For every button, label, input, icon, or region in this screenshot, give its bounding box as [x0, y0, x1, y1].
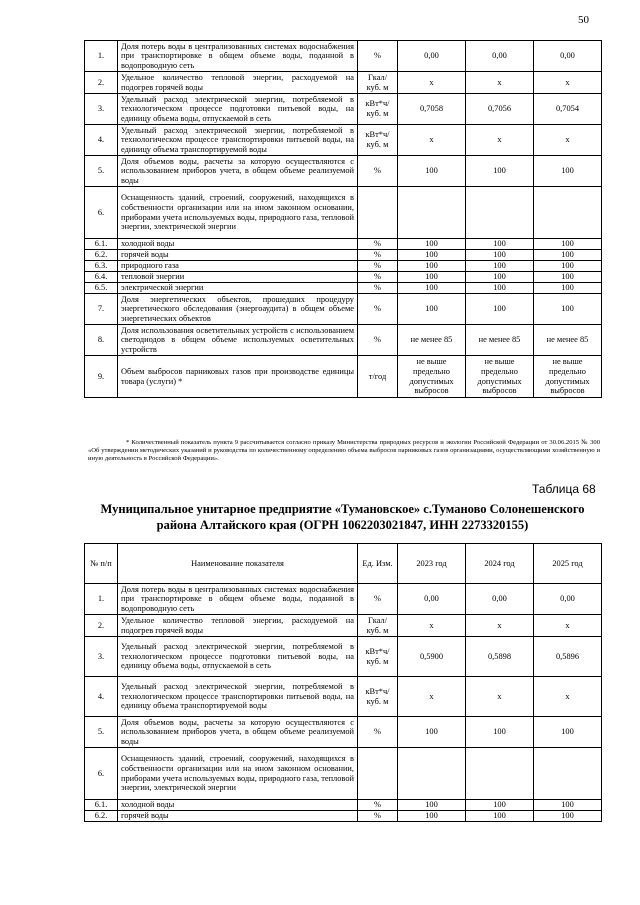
value-cell: х: [534, 677, 602, 717]
organization-title: Муниципальное унитарное предприятие «Тумановское» с.Туманово Солонешенского района Алтайского края (ОГРН 1062203021847, ИНН 2273320155): [100, 502, 585, 532]
value-cell: 100: [398, 717, 466, 748]
unit-cell: %: [358, 250, 398, 261]
row-number: 2.: [85, 615, 118, 637]
value-cell: 0,5896: [534, 637, 602, 677]
value-cell: 100: [534, 272, 602, 283]
row-number: 6.2.: [85, 250, 118, 261]
row-number: 6.2.: [85, 811, 118, 822]
row-number: 1.: [85, 584, 118, 615]
value-cell: 0,7058: [398, 94, 466, 125]
table-row: [85, 800, 602, 811]
indicator-name: Доля потерь воды в централизованных системах водоснабжения при транспортировке в общем объеме воды, поданной в водопроводную сеть: [118, 41, 358, 72]
unit-cell: кВт*ч/ куб. м: [358, 125, 398, 156]
value-cell: 100: [466, 272, 534, 283]
header-name: Наименование показателя: [118, 544, 358, 584]
unit-cell: %: [358, 239, 398, 250]
table-row: [85, 272, 602, 283]
table-row: [85, 41, 602, 72]
unit-cell: кВт*ч/ куб. м: [358, 637, 398, 677]
indicator-name: тепловой энергии: [118, 272, 358, 283]
value-cell: [534, 748, 602, 800]
header-2025: 2025 год: [534, 544, 602, 584]
table-row: [85, 156, 602, 187]
row-number: 2.: [85, 72, 118, 94]
value-cell: не выше предельно допустимых выбросов: [398, 356, 466, 398]
unit-cell: Гкал/ куб. м: [358, 615, 398, 637]
value-cell: 100: [534, 261, 602, 272]
table-header-row: [85, 544, 602, 584]
indicator-name: холодной воды: [118, 800, 358, 811]
value-cell: 100: [466, 294, 534, 325]
value-cell: х: [534, 125, 602, 156]
indicator-name: Оснащенность зданий, строений, сооружений, находящихся в собственности организации или на ином законном основании, приборами учета используемых воды, природного газа, тепловой энергии, электрической энергии: [118, 748, 358, 800]
row-number: 8.: [85, 325, 118, 356]
unit-cell: %: [358, 261, 398, 272]
table-row: [85, 239, 602, 250]
unit-cell: %: [358, 41, 398, 72]
value-cell: 100: [398, 261, 466, 272]
value-cell: х: [398, 677, 466, 717]
table-row: [85, 584, 602, 615]
value-cell: х: [398, 72, 466, 94]
header-unit: Ед. Изм.: [358, 544, 398, 584]
value-cell: 100: [398, 294, 466, 325]
value-cell: 100: [534, 239, 602, 250]
table-row: [85, 811, 602, 822]
indicator-name: Объем выбросов парниковых газов при производстве единицы товара (услуги) *: [118, 356, 358, 398]
value-cell: 0,00: [534, 41, 602, 72]
value-cell: не выше предельно допустимых выбросов: [534, 356, 602, 398]
value-cell: 100: [534, 156, 602, 187]
page-number: 50: [578, 14, 589, 26]
value-cell: 100: [466, 717, 534, 748]
indicator-name: Доля потерь воды в централизованных системах водоснабжения при транспортировке в общем объеме воды, поданной в водопроводную сеть: [118, 584, 358, 615]
value-cell: 0,00: [534, 584, 602, 615]
unit-cell: кВт*ч/ куб. м: [358, 94, 398, 125]
value-cell: 100: [466, 811, 534, 822]
unit-cell: %: [358, 294, 398, 325]
value-cell: 100: [398, 272, 466, 283]
unit-cell: [358, 748, 398, 800]
row-number: 5.: [85, 717, 118, 748]
value-cell: 100: [398, 156, 466, 187]
indicators-table-tumanovskoe-body: [85, 584, 602, 822]
value-cell: х: [398, 125, 466, 156]
indicator-name: горячей воды: [118, 811, 358, 822]
value-cell: [466, 748, 534, 800]
unit-cell: %: [358, 584, 398, 615]
unit-cell: %: [358, 156, 398, 187]
indicators-table-top: [84, 40, 602, 398]
value-cell: 100: [534, 800, 602, 811]
value-cell: [398, 187, 466, 239]
row-number: 1.: [85, 41, 118, 72]
value-cell: 0,00: [466, 41, 534, 72]
value-cell: не менее 85: [534, 325, 602, 356]
indicator-name: Доля объемов воды, расчеты за которую осуществляются с использованием приборов учета, в общем объеме реализуемой воды: [118, 156, 358, 187]
row-number: 7.: [85, 294, 118, 325]
indicators-table-tumanovskoe: [84, 543, 602, 822]
unit-cell: %: [358, 283, 398, 294]
value-cell: 0,5900: [398, 637, 466, 677]
unit-cell: %: [358, 800, 398, 811]
value-cell: 100: [398, 250, 466, 261]
row-number: 3.: [85, 94, 118, 125]
value-cell: 100: [534, 717, 602, 748]
table-row: [85, 261, 602, 272]
row-number: 3.: [85, 637, 118, 677]
value-cell: 100: [534, 811, 602, 822]
value-cell: х: [466, 615, 534, 637]
value-cell: 0,5898: [466, 637, 534, 677]
indicator-name: холодной воды: [118, 239, 358, 250]
table-row: [85, 283, 602, 294]
value-cell: 100: [534, 283, 602, 294]
indicator-name: горячей воды: [118, 250, 358, 261]
indicator-name: электрической энергии: [118, 283, 358, 294]
table-row: [85, 294, 602, 325]
table-row: [85, 717, 602, 748]
unit-cell: %: [358, 272, 398, 283]
row-number: 6.: [85, 748, 118, 800]
indicator-name: Доля использования осветительных устройств с использованием светодиодов в общем объеме используемых осветительных устройств: [118, 325, 358, 356]
value-cell: 100: [398, 239, 466, 250]
value-cell: х: [466, 677, 534, 717]
indicator-name: Доля энергетических объектов, прошедших процедуру энергетического обследования (энергоаудита) в общем объеме энергетических объектов: [118, 294, 358, 325]
indicator-name: Удельный расход электрической энергии, потребляемой в технологическом процессе транспортировки питьевой воды, на единицу объема транспортируемой воды: [118, 125, 358, 156]
header-2024: 2024 год: [466, 544, 534, 584]
value-cell: 100: [398, 811, 466, 822]
value-cell: [534, 187, 602, 239]
table-row: [85, 187, 602, 239]
indicator-name: Удельный расход электрической энергии, потребляемой в технологическом процессе подготовки питьевой воды, на единицу объема воды, отпускаемой в сеть: [118, 637, 358, 677]
indicator-name: Оснащенность зданий, строений, сооружений, находящихся в собственности организации или на ином законном основании, приборами учета используемых воды, природного газа, тепловой энергии, электрической энергии: [118, 187, 358, 239]
indicator-name: Удельный расход электрической энергии, потребляемой в технологическом процессе подготовки питьевой воды, на единицу объема воды, отпускаемой в сеть: [118, 94, 358, 125]
value-cell: 100: [466, 261, 534, 272]
unit-cell: Гкал/ куб. м: [358, 72, 398, 94]
table-row: [85, 677, 602, 717]
header-num: № п/п: [85, 544, 118, 584]
value-cell: х: [534, 615, 602, 637]
unit-cell: [358, 187, 398, 239]
value-cell: 0,00: [398, 41, 466, 72]
row-number: 6.1.: [85, 239, 118, 250]
value-cell: не выше предельно допустимых выбросов: [466, 356, 534, 398]
value-cell: х: [398, 615, 466, 637]
value-cell: не менее 85: [466, 325, 534, 356]
indicator-name: природного газа: [118, 261, 358, 272]
row-number: 6.5.: [85, 283, 118, 294]
table-row: [85, 325, 602, 356]
value-cell: 0,00: [466, 584, 534, 615]
row-number: 6.4.: [85, 272, 118, 283]
indicator-name: Удельное количество тепловой энергии, расходуемой на подогрев горячей воды: [118, 615, 358, 637]
value-cell: 0,7054: [534, 94, 602, 125]
unit-cell: %: [358, 325, 398, 356]
header-2023: 2023 год: [398, 544, 466, 584]
row-number: 6.: [85, 187, 118, 239]
table-row: [85, 94, 602, 125]
indicator-name: Доля объемов воды, расчеты за которую осуществляются с использованием приборов учета, в общем объеме реализуемой воды: [118, 717, 358, 748]
value-cell: х: [466, 72, 534, 94]
table-row: [85, 72, 602, 94]
value-cell: 100: [466, 283, 534, 294]
table-row: [85, 748, 602, 800]
value-cell: 100: [466, 800, 534, 811]
table-row: [85, 125, 602, 156]
row-number: 4.: [85, 125, 118, 156]
row-number: 5.: [85, 156, 118, 187]
value-cell: х: [534, 72, 602, 94]
value-cell: 100: [466, 250, 534, 261]
unit-cell: %: [358, 811, 398, 822]
value-cell: 0,7056: [466, 94, 534, 125]
row-number: 4.: [85, 677, 118, 717]
footnote: * Количественный показатель пункта 9 рассчитывается согласно приказу Министерства природных ресурсов и экологии Российской Федерации от 30.06.2015 № 300 «Об утверждении методических указаний и руководства по количественному определению объема выбросов парниковых газов организациями, осуществляющими хозяйственную и иную деятельность в Российской Федерации».: [88, 439, 600, 463]
row-number: 6.1.: [85, 800, 118, 811]
value-cell: 100: [398, 283, 466, 294]
table-label: Таблица 68: [532, 482, 596, 496]
unit-cell: кВт*ч/ куб. м: [358, 677, 398, 717]
table-row: [85, 637, 602, 677]
table-row: [85, 615, 602, 637]
table-row: [85, 250, 602, 261]
value-cell: 100: [466, 156, 534, 187]
row-number: 6.3.: [85, 261, 118, 272]
table-row: [85, 356, 602, 398]
value-cell: [398, 748, 466, 800]
unit-cell: т/год: [358, 356, 398, 398]
indicators-table-top-body: [85, 41, 602, 398]
value-cell: х: [466, 125, 534, 156]
value-cell: 100: [398, 800, 466, 811]
value-cell: не менее 85: [398, 325, 466, 356]
indicator-name: Удельное количество тепловой энергии, расходуемой на подогрев горячей воды: [118, 72, 358, 94]
value-cell: 100: [466, 239, 534, 250]
unit-cell: %: [358, 717, 398, 748]
value-cell: 100: [534, 250, 602, 261]
row-number: 9.: [85, 356, 118, 398]
indicator-name: Удельный расход электрической энергии, потребляемой в технологическом процессе транспортировки питьевой воды, на единицу объема транспортируемой воды: [118, 677, 358, 717]
value-cell: [466, 187, 534, 239]
value-cell: 0,00: [398, 584, 466, 615]
value-cell: 100: [534, 294, 602, 325]
